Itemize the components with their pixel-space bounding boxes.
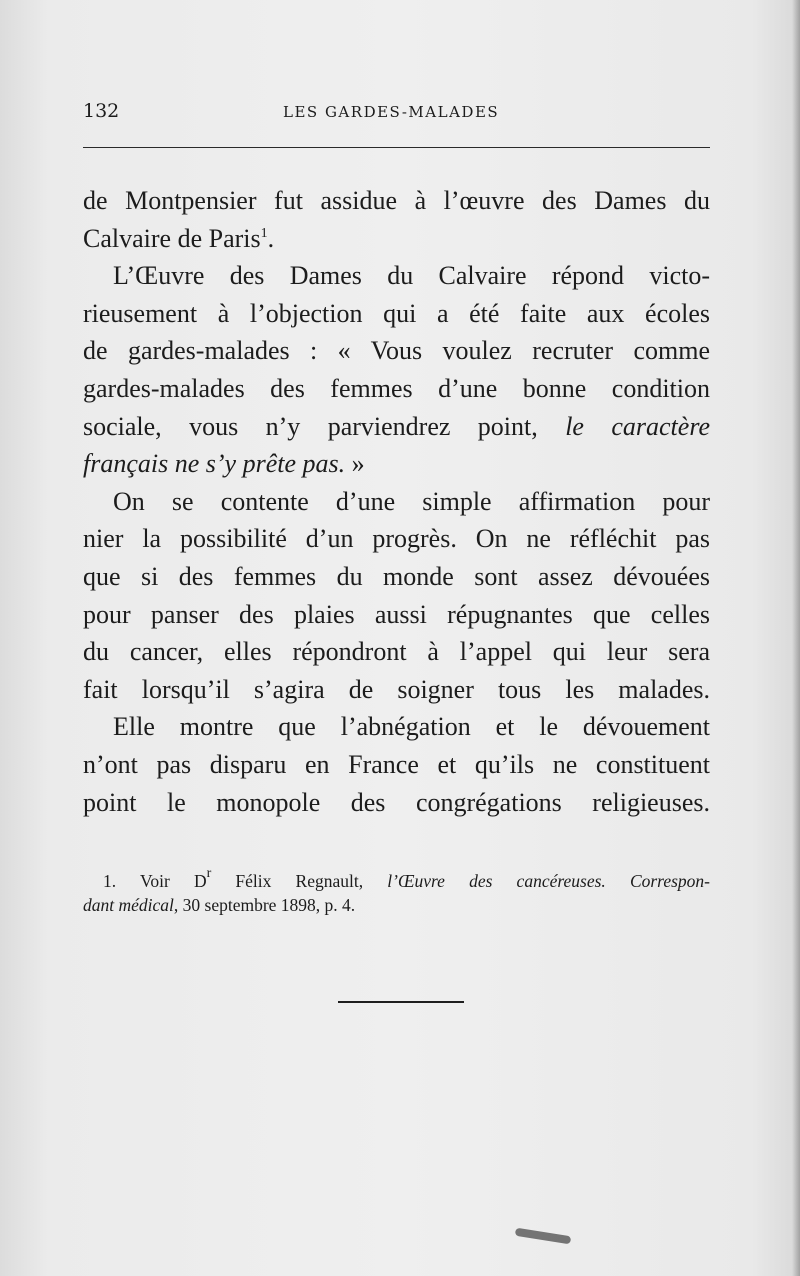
text-line: nier la possibilité d’un progrès. On ne réfléchit pas	[83, 524, 710, 554]
text-line: n’ont pas disparu en France et qu’ils ne constituent	[83, 749, 710, 779]
text-line: pour panser des plaies aussi répugnantes que celles	[83, 599, 710, 629]
text-segment: »	[345, 449, 365, 479]
text-line: que si des femmes du monde sont assez dévouées	[83, 561, 710, 591]
text-line: de gardes-malades : « Vous voulez recruter comme	[83, 336, 710, 366]
footnote-line	[103, 866, 711, 893]
text-line: de Montpensier fut assidue à l’œuvre des Dames du	[83, 186, 710, 215]
text-line: On se contente d’une simple affirmation pour	[113, 486, 710, 516]
footnote-text: Félix Regnault,	[211, 871, 388, 891]
text-line: Elle montre que l’abnégation et le dévouement	[113, 712, 710, 742]
text-line	[83, 220, 710, 258]
footnote-text: , 30 septembre 1898, p. 4.	[173, 895, 356, 915]
running-head	[83, 100, 710, 130]
text-line: point le monopole des congrégations religieuses.	[83, 787, 710, 817]
footnote-journal: dant médical	[83, 895, 174, 915]
page-edge-shadow	[792, 0, 800, 1276]
footnote-number: 1.	[103, 871, 117, 891]
italic-quote: français ne s’y prête pas.	[83, 449, 346, 479]
text-line	[83, 445, 710, 483]
text-line: rieusement à l’objection qui a été faite aux écoles	[83, 298, 710, 328]
footnote	[83, 866, 711, 917]
body-text	[83, 182, 710, 821]
ink-smudge	[515, 1228, 572, 1245]
footnote-line	[83, 893, 710, 917]
text-segment: .	[267, 223, 275, 253]
footnote-text: Voir D	[139, 871, 207, 891]
text-segment: Calvaire de Paris	[83, 223, 261, 253]
running-title: LES GARDES-MALADES	[283, 103, 500, 121]
italic-quote: le caractère	[565, 411, 711, 441]
text-line: du cancer, elles répondront à l’appel qui leur sera	[83, 637, 710, 667]
end-rule	[338, 1001, 464, 1003]
text-line: L’Œuvre des Dames du Calvaire répond victo-	[113, 261, 710, 291]
text-line	[83, 408, 710, 446]
text-segment: sociale, vous n’y parviendrez point,	[83, 411, 538, 441]
page-number: 132	[83, 100, 120, 122]
header-rule	[83, 147, 710, 148]
text-line: gardes-malades des femmes d’une bonne condition	[83, 373, 710, 403]
footnote-superscript: r	[206, 866, 212, 881]
footnote-reference: 1	[260, 225, 268, 241]
footnote-title: l’Œuvre des cancéreuses. Correspon-	[387, 871, 711, 891]
text-line: fait lorsqu’il s’agira de soigner tous les malades.	[83, 674, 710, 704]
